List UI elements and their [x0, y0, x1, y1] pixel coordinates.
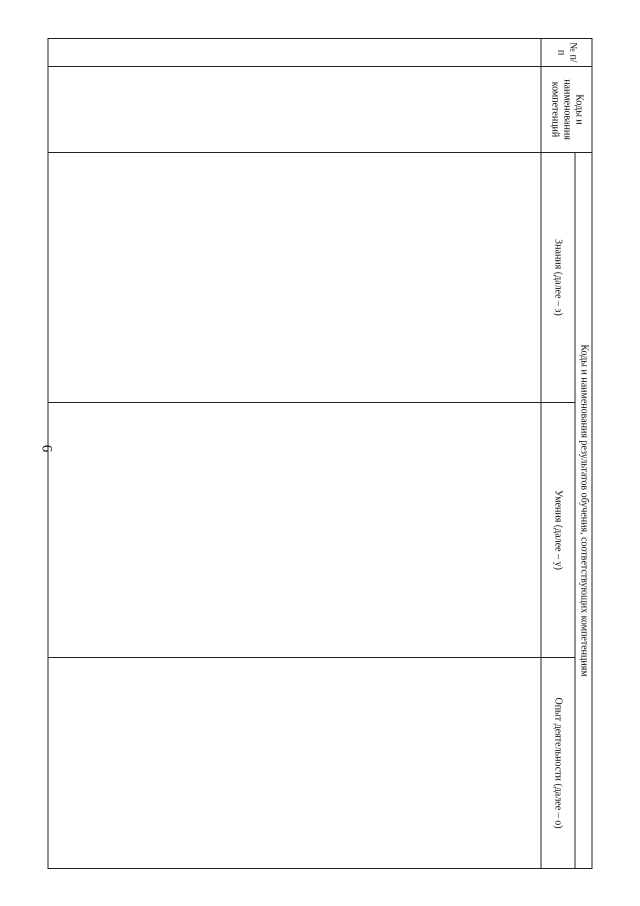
competencies-table [48, 38, 593, 869]
cell-codes [48, 67, 541, 153]
table-row [48, 39, 541, 869]
header-number: № п/п [541, 39, 592, 67]
header-results-group: Коды и наименования результатов обучения, соответствующих компетенциям [575, 153, 592, 869]
cell-skills [48, 403, 541, 658]
cell-knowledge [48, 153, 541, 403]
header-knowledge: Знания (далее – з) [541, 153, 575, 403]
header-skills: Умения (далее – у) [541, 403, 575, 658]
header-experience: Опыт деятельности (далее – о) [541, 658, 575, 869]
header-codes: Коды и наименования компетенций [541, 67, 592, 153]
rotated-table-container [48, 38, 593, 868]
cell-number [48, 39, 541, 67]
cell-experience [48, 658, 541, 869]
page-number: 6 [38, 444, 55, 453]
